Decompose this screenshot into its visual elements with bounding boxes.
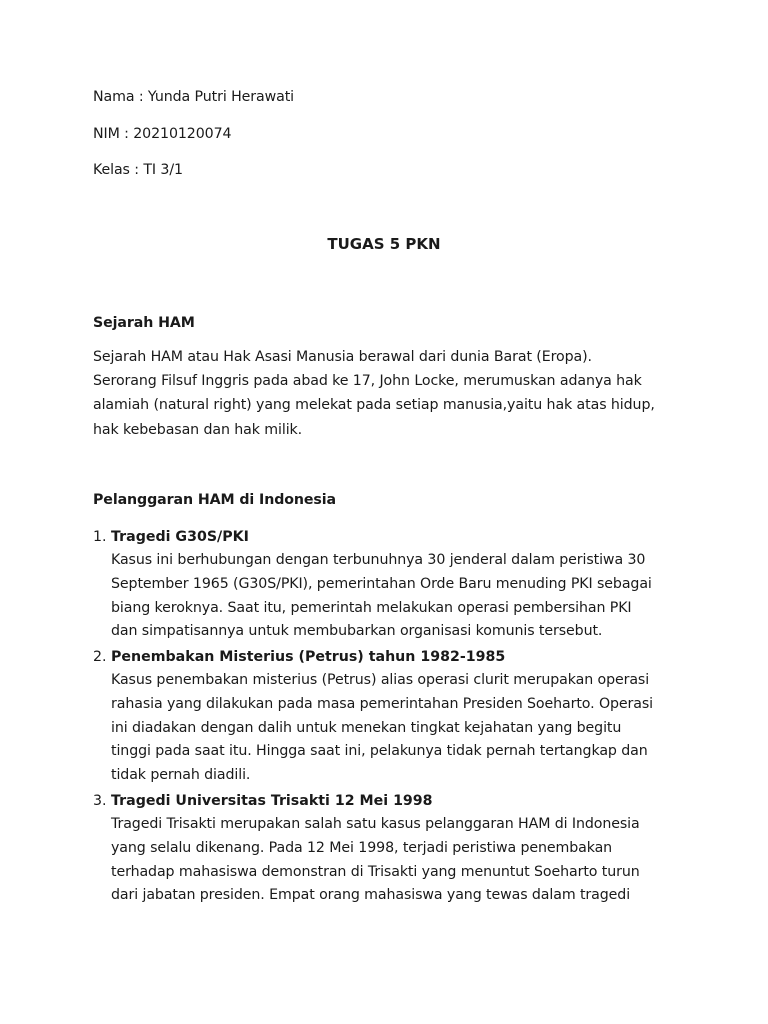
history-line: hak kebebasan dan hak milik. [93,421,303,438]
list-item-line: ini diadakan dengan dalih untuk menekan tingkat kejahatan yang begitu [111,719,622,736]
student-class-line: Kelas : TI 3/1 [93,162,183,178]
list-item-number: 1. [93,529,107,545]
list-item-line: dan simpatisannya untuk membubarkan organisasi komunis tersebut. [111,623,603,640]
list-item-line: Kasus ini berhubungan dengan terbunuhnya 30 jenderal dalam peristiwa 30 [111,552,646,568]
list-item-body [111,669,671,788]
history-line: alamiah (natural right) yang melekat pada setiap manusia,yaitu hak atas hidup, [93,397,655,414]
list-item-title: Penembakan Misterius (Petrus) tahun 1982-1985 [111,649,506,665]
list-item-line: yang selalu dikenang. Pada 12 Mei 1998, terjadi peristiwa penembakan [111,839,613,856]
list-item-line: biang keroknya. Saat itu, pemerintah melakukan operasi pembersihan PKI [111,599,632,616]
list-item-title: Tragedi G30S/PKI [111,529,249,545]
list-item-line: September 1965 (G30S/PKI), pemerintahan Orde Baru menuding PKI sebagai [111,575,652,592]
section-heading-history: Sejarah HAM [93,315,195,331]
list-item-line: Kasus penembakan misterius (Petrus) alias operasi clurit merupakan operasi [111,672,650,688]
history-paragraph [93,345,693,442]
list-item-title: Tragedi Universitas Trisakti 12 Mei 1998 [111,793,433,809]
list-item-line: Tragedi Trisakti merupakan salah satu kasus pelanggaran HAM di Indonesia [111,816,640,832]
list-item-line: tidak pernah diadili. [111,767,251,784]
section-heading-violations: Pelanggaran HAM di Indonesia [93,492,337,508]
list-item-number: 3. [93,793,107,809]
list-item-line: terhadap mahasiswa demonstran di Trisakti yang menuntut Soeharto turun [111,863,640,880]
list-item-line: tinggi pada saat itu. Hingga saat ini, pelakunya tidak pernah tertangkap dan [111,743,648,760]
list-item-number: 2. [93,649,107,665]
list-item-body [111,813,671,908]
list-item-line: dari jabatan presiden. Empat orang mahasiswa yang tewas dalam tragedi [111,887,631,904]
list-item-line: rahasia yang dilakukan pada masa pemerintahan Presiden Soeharto. Operasi [111,695,654,712]
list-item-body [111,549,671,644]
document-title: TUGAS 5 PKN [327,235,441,253]
history-line: Sejarah HAM atau Hak Asasi Manusia berawal dari dunia Barat (Eropa). [93,349,592,365]
student-nim-line: NIM : 20210120074 [93,126,232,142]
history-line: Serorang Filsuf Inggris pada abad ke 17, John Locke, merumuskan adanya hak [93,373,642,390]
student-name-line: Nama : Yunda Putri Herawati [93,89,295,105]
